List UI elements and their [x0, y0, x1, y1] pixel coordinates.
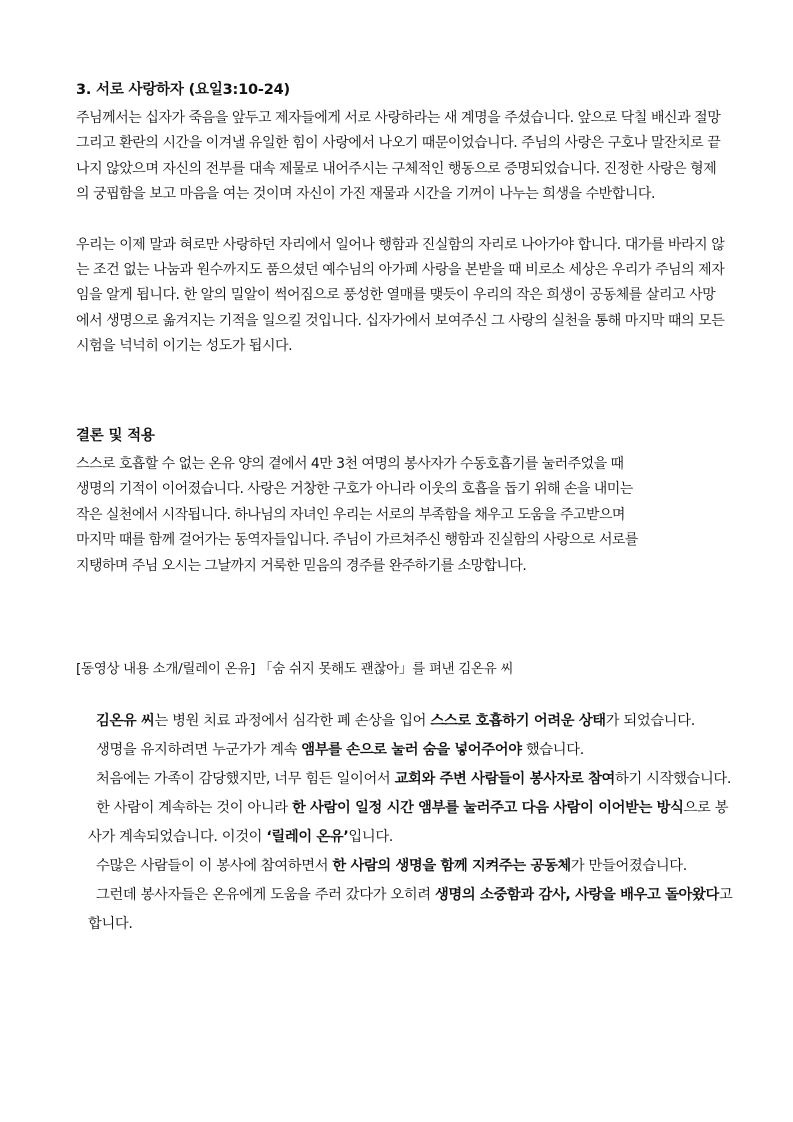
summary-emphasis: 한 사람이 일정 시간 앰부를 눌러주고 다음 사람이 이어받는 방식	[291, 800, 684, 816]
summary-emphasis: ‘릴레이 온유’	[266, 829, 349, 845]
section-3-paragraph-1: 주님께서는 십자가 죽음을 앞두고 제자들에게 서로 사랑하라는 새 계명을 주셨습니다. 앞으로 닥칠 배신과 절망 그리고 환란의 시간을 이겨낼 유일한 힘이 사랑에서 나오기 때문이었습니다. 주님의 사랑은 구호나 말잔치로 끝나지 않았으며 자신의 전부를 대속 제물로 내어주시는 구체적인 행동으로 증명되었습니다. 진정한 사랑은 형제의 궁핍함을 보고 마음을 여는 것이며 자신이 가진 재물과 시간을 기꺼이 나누는 희생을 수반합니다.	[76, 110, 721, 203]
summary-text: 그런데 봉사자들은 온유에게 도움을 주러 갔다가 오히려	[96, 887, 435, 903]
summary-emphasis: 한 사람의 생명을 함께 지켜주는 공동체	[332, 858, 571, 874]
conclusion-line: 지탱하며 주님 오시는 그날까지 거룩한 믿음의 경주를 완주하기를 소망합니다.	[76, 557, 527, 574]
summary-emphasis: 앰부를 손으로 눌러 숨을 넣어주어야	[301, 742, 522, 758]
summary-text: 생명을 유지하려면 누군가가 계속	[96, 742, 302, 758]
summary-text: 하기 시작했습니다.	[615, 771, 732, 787]
section-3-paragraph-2: 우리는 이제 말과 혀로만 사랑하던 자리에서 일어나 행함과 진실함의 자리로 나아가야 합니다. 대가를 바라지 않는 조건 없는 나눔과 원수까지도 품으셨던 예수님의 아가페 사랑을 본받을 때 비로소 세상은 우리가 주님의 제자임을 알게 됩니다. 한 알의 밀알이 썩어짐으로 풍성한 열매를 맺듯이 우리의 작은 희생이 공동체를 살리고 사망에서 생명으로 옮겨지는 기적을 일으킬 것입니다. 십자가에서 보여주신 그 사랑의 실천을 통해 마지막 때의 모든 시험을 넉넉히 이기는 성도가 됩시다.	[76, 236, 725, 355]
summary-text: 가 만들어졌습니다.	[570, 858, 687, 874]
summary-text: 입니다.	[348, 829, 393, 845]
summary-text: 는 병원 치료 과정에서 심각한 폐 손상을 입어	[154, 713, 431, 729]
summary-emphasis: 교회와 주변 사람들이 봉사자로 참여	[394, 771, 615, 787]
summary-text: 한 사람이 계속하는 것이 아니라	[96, 800, 292, 816]
conclusion-line: 스스로 호흡할 수 없는 온유 양의 곁에서 4만 3천 여명의 봉사자가 수동호흡기를 눌러주었을 때	[76, 456, 624, 472]
summary-text: 으로 봉사가 계속되었습니다. 이것이	[88, 800, 729, 845]
summary-paragraph	[88, 881, 738, 939]
summary-paragraph	[88, 736, 738, 765]
summary-text: 가 되었습니다.	[605, 713, 695, 729]
conclusion-line: 작은 실천에서 시작됩니다. 하나님의 자녀인 우리는 서로의 부족함을 채우고 도움을 주고받으며	[76, 506, 625, 523]
summary-text: 처음에는 가족이 감당했지만, 너무 힘든 일이어서	[96, 771, 395, 787]
conclusion-body	[76, 452, 726, 579]
summary-text: 했습니다.	[521, 742, 584, 758]
summary-emphasis: 스스로 호흡하기 어려운 상태	[430, 713, 606, 729]
video-summary	[88, 707, 738, 939]
conclusion-heading: 결론 및 적용	[76, 428, 155, 444]
summary-text: 고 합니다.	[88, 887, 733, 932]
conclusion-line: 마지막 때를 함께 걸어가는 동역자들입니다. 주님이 가르쳐주신 행함과 진실함의 사랑으로 서로를	[76, 532, 638, 549]
video-intro-line: [동영상 내용 소개/릴레이 온유] 「숨 쉬지 못해도 괜찮아」를 펴낸 김온유 씨	[76, 661, 514, 677]
summary-paragraph	[88, 707, 738, 736]
section-3-body	[76, 106, 726, 360]
summary-emphasis: 김온유 씨	[96, 713, 155, 729]
summary-paragraph	[88, 765, 738, 794]
summary-emphasis: 생명의 소중함과 감사, 사랑을 배우고 돌아왔다	[434, 887, 719, 903]
summary-paragraph	[88, 794, 738, 852]
conclusion-line: 생명의 기적이 이어졌습니다. 사랑은 거창한 구호가 아니라 이웃의 호흡을 돕기 위해 손을 내미는	[76, 481, 633, 498]
section-3-heading: 3. 서로 사랑하자 (요일3:10-24)	[76, 82, 290, 98]
summary-text: 수많은 사람들이 이 봉사에 참여하면서	[96, 858, 333, 874]
summary-paragraph	[88, 852, 738, 881]
